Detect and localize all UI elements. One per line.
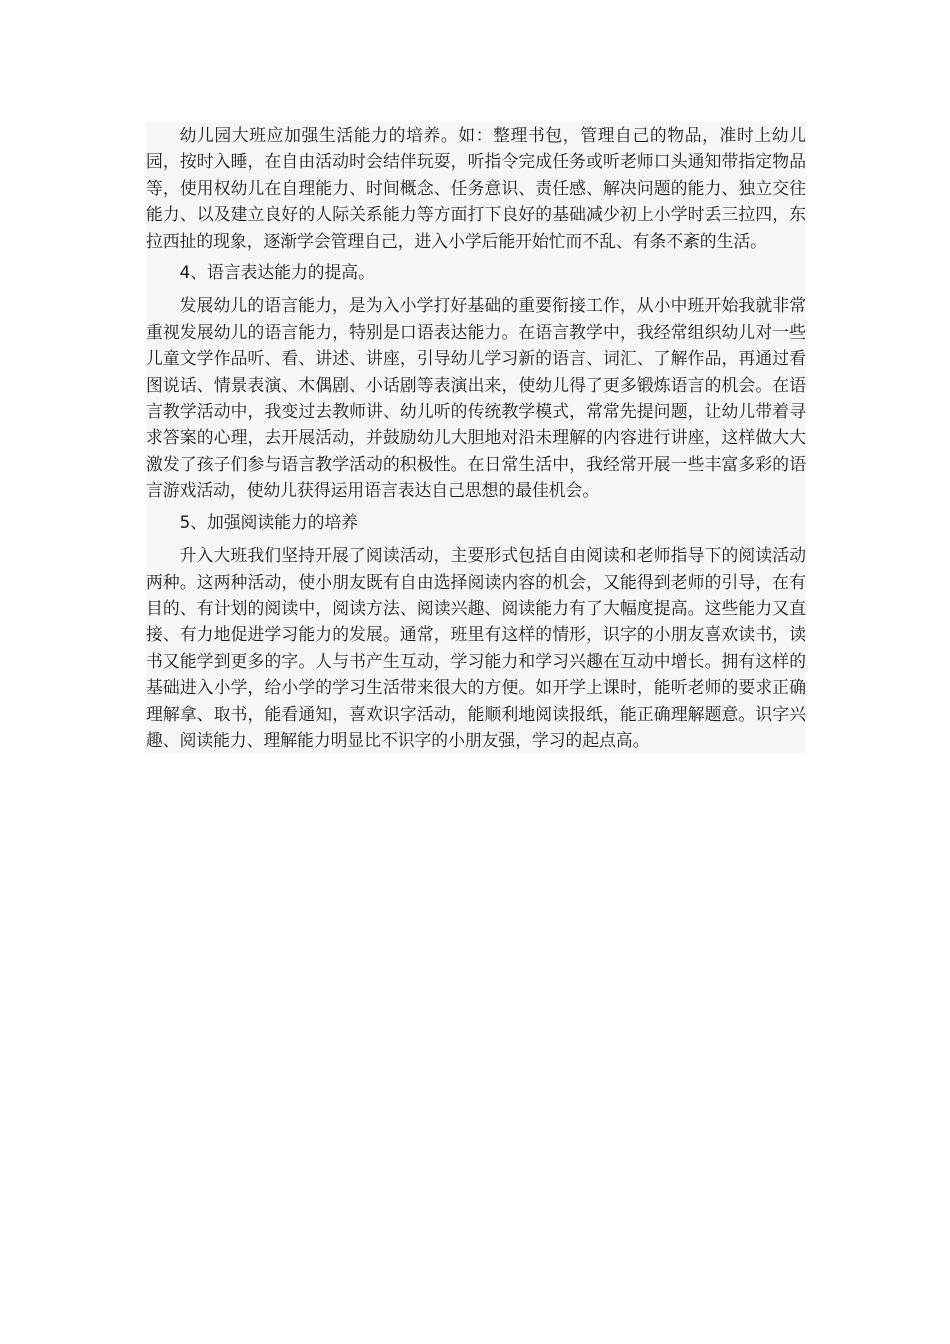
section-heading-reading: 5、加强阅读能力的培养: [179, 511, 359, 532]
paragraph-reading-skills: 升入大班我们坚持开展了阅读活动，主要形式包括自由阅读和老师指导下的阅读活动两种。这两种活动，使小朋友既有自由选择阅读内容的机会，又能得到老师的引导，在有目的、有计划的阅读中，阅读方法、阅读兴趣、阅读能力有了大幅度提高。这些能力又直接、有力地促进学习能力的发展。通常，班里有这样的情形，识字的小朋友喜欢读书，读书又能学到更多的字。人与书产生互动，学习能力和学习兴趣在互动中增长。拥有这样的基础进入小学，给小学的学习生活带来很大的方便。如开学上课时，能听老师的要求正确理解拿、取书，能看通知，喜欢识字活动，能顺利地阅读报纸，能正确理解题意。识字兴趣、阅读能力、理解能力明显比不识字的小朋友强，学习的起点高。: [146, 545, 806, 750]
section-heading-language: 4、语言表达能力的提高。: [179, 262, 375, 283]
document-text-block: [146, 122, 806, 753]
paragraph-life-skills: 幼儿园大班应加强生活能力的培养。如：整理书包，管理自己的物品，准时上幼儿园，按时入睡，在自由活动时会结伴玩耍，听指令完成任务或听老师口头通知带指定物品等，使用权幼儿在自理能力、时间概念、任务意识、责任感、解决问题的能力、独立交往能力、以及建立良好的人际关系能力等方面打下良好的基础减少初上小学时丢三拉四，东拉西扯的现象，逐渐学会管理自己，进入小学后能开始忙而不乱、有条不紊的生活。: [146, 125, 806, 251]
paragraph-language-skills: 发展幼儿的语言能力，是为入小学打好基础的重要衔接工作，从小中班开始我就非常重视发展幼儿的语言能力，特别是口语表达能力。在语言教学中，我经常组织幼儿对一些儿童文学作品听、看、讲述、讲座，引导幼儿学习新的语言、词汇、了解作品，再通过看图说话、情景表演、木偶剧、小话剧等表演出来，使幼儿得了更多锻炼语言的机会。在语言教学活动中，我变过去教师讲、幼儿听的传统教学模式，常常先提问题，让幼儿带着寻求答案的心理，去开展活动，并鼓励幼儿大胆地对沿未理解的内容进行讲座，这样做大大激发了孩子们参与语言教学活动的积极性。在日常生活中，我经常开展一些丰富多彩的语言游戏活动，使幼儿获得运用语言表达自己思想的最佳机会。: [146, 295, 806, 501]
